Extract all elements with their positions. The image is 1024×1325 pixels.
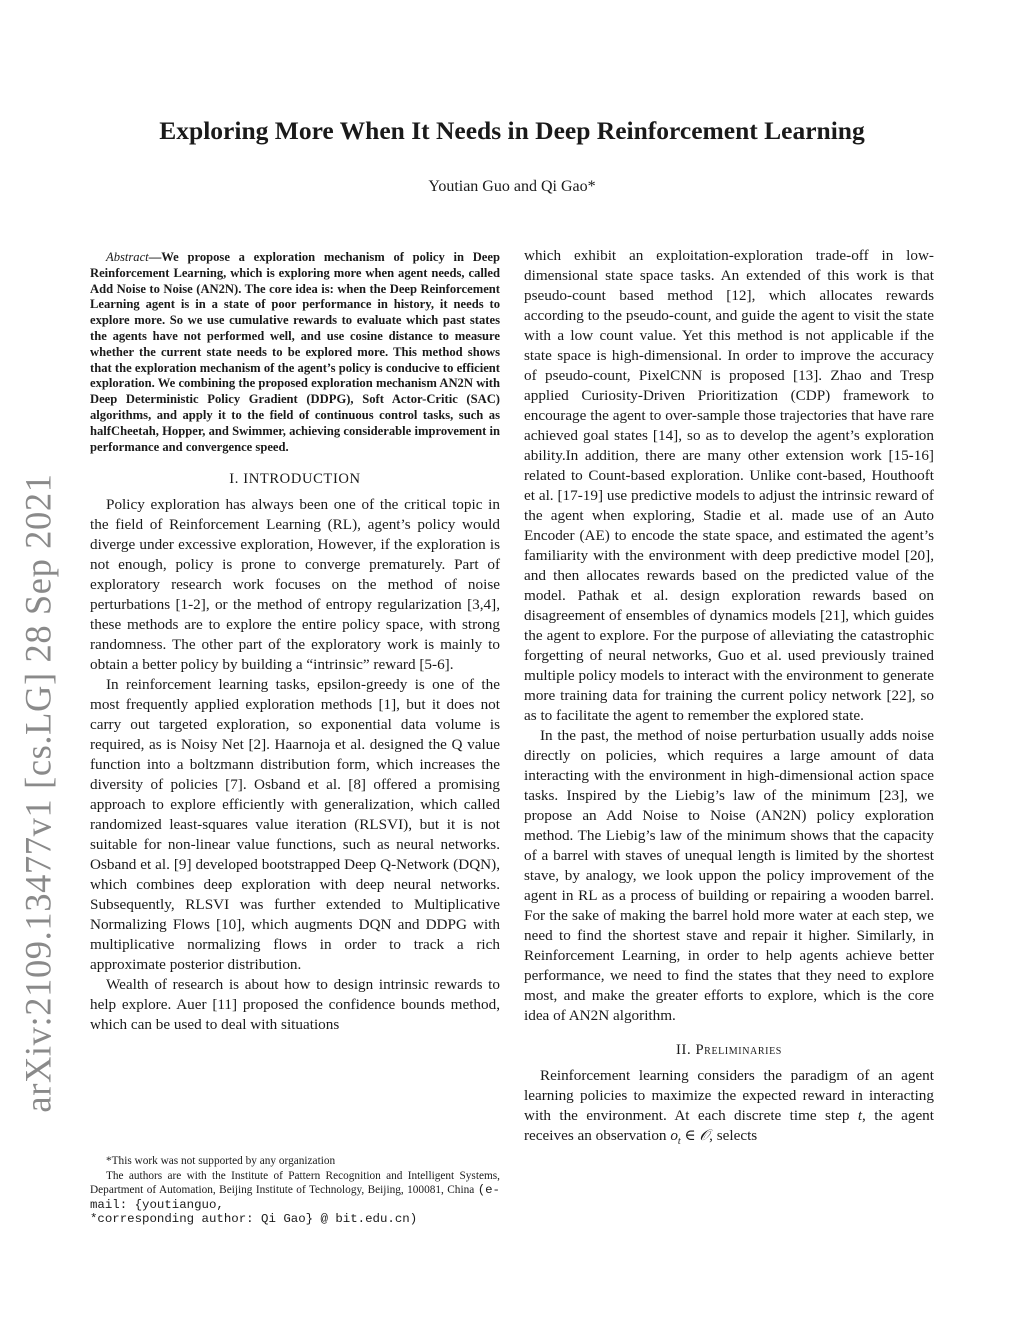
- section-number: II.: [676, 1042, 692, 1058]
- footnote-1: *This work was not supported by any organization: [106, 1155, 336, 1167]
- math-o-sub: t: [677, 1136, 681, 1148]
- paper-title: Exploring More When It Needs in Deep Reinforcement Learning: [159, 116, 865, 145]
- footnote-email-2: *corresponding author: Qi Gao} @ bit.edu.cn): [90, 1212, 418, 1227]
- math-t: t: [857, 1107, 863, 1124]
- section-heading-introduction: I. INTRODUCTION: [229, 471, 361, 488]
- math-o: o: [670, 1127, 678, 1144]
- right-column: [524, 246, 934, 1152]
- intro-paragraph-2: In reinforcement learning tasks, epsilon-greedy is one of the most frequently applied exploration methods [1], but it does not carry out targeted exploration, so exponential data volume is required, as is Noisy Net [2]. Haarnoja et al. designed the Q value function into a boltzmann distribution form, which increases the diversity of policies [7]. Osband et al. [8] offered a promising approach to explore efficiently with generalization, which called randomized least-squares value iteration (RLSVI), but it is not suitable for non-linear value functions, such as neural networks. Osband et al. [9] developed bootstrapped Deep Q-Network (DQN), which combines deep exploration with deep neural networks. Subsequently, RLSVI was further extended to Multiplicative Normalizing Flows [10], which augments DQN and DDPG with multiplicative normalizing flows in order to track a rich approximate posterior distribution.: [90, 676, 500, 974]
- intro-paragraph-4: which exhibit an exploitation-exploration trade-off in low-dimensional state space tasks. An extended of this work is that pseudo-count based method [12], which allocates rewards according to the pseudo-count, and guide the agent to visit the state with a low count value. Yet this method is not applicable if the state space is high-dimensional. In order to improve the accuracy of pseudo-count, PixelCNN is proposed [13]. Zhao and Tresp applied Curiosity-Driven Prioritization (CDP) framework to encourage the agent to over-sample those trajectories that have rare achieved goal states [14], so as to develop the agent’s exploration ability.In addition, there are many other extension work [15-16] related to Count-based exploration. Unlike cont-based, Houthooft et al. [17-19] use predictive models to adjust the intrinsic reward of the agent when exploring, Stadie et al. made use of an Auto Encoder (AE) to encode the state space, and estimated the agent’s familiarity with the environment with deep predictive model [20], and then allocates rewards based on the predicted value of the model. Pathak et al. design exploration rewards based on disagreement of ensembles of dynamics models [21], which guides the agent to explore. For the purpose of alleviating the catastrophic forgetting of neural networks, Guo et al. used previously trained multiple policy models to interact with the environment to generate more training data for training the current policy network [22], so as to facilitate the agent to remember the explored state.: [524, 247, 934, 724]
- intro-paragraph-3: Wealth of research is about how to design intrinsic rewards to help explore. Auer [11] proposed the confidence bounds method, which can be used to deal with situations: [90, 976, 500, 1034]
- left-column: [90, 250, 500, 1035]
- preliminaries-paragraph-1: [524, 1066, 934, 1152]
- footnote-email-1: (e-mail: {youtianguo,: [90, 1183, 500, 1212]
- footnote-2-text: The authors are with the Institute of Pattern Recognition and Intelligent Systems, Department of Automation, Beijing Institute of Technology, Beijing, 100081, China: [90, 1169, 500, 1197]
- abstract-label: Abstract: [106, 250, 149, 264]
- abstract: [90, 250, 500, 455]
- section-heading-preliminaries: [524, 1040, 934, 1060]
- prelim-text-c: , selects: [709, 1127, 758, 1144]
- abstract-dash: —: [148, 250, 162, 264]
- prelim-text-b: , the agent receives an observation: [524, 1107, 934, 1144]
- math-in: ∈: [680, 1127, 700, 1144]
- abstract-text: We propose a exploration mechanism of policy in Deep Reinforcement Learning, which is exploring more when agent needs, called Add Noise to Noise (AN2N). The core idea is: when the Deep Reinforcement Learning agent is in a state of poor performance in history, it needs to explore more. So we use cumulative rewards to evaluate which past states the agents have not performed well, and use cosine distance to measure whether the current state needs to be explored more. This method shows that the exploration mechanism of the agent’s policy is conducive to efficient exploration. We combining the proposed exploration mechanism AN2N with Deep Deterministic Policy Gradient (DDPG), Soft Actor-Critic (SAC) algorithms, and apply it to the field of continuous control tasks, such as halfCheetah, Hopper, and Swimmer, achieving considerable improvement in performance and convergence speed.: [90, 250, 500, 454]
- paper-authors: Youtian Guo and Qi Gao*: [428, 178, 596, 195]
- intro-paragraph-1: Policy exploration has always been one of the critical topic in the field of Reinforcement Learning (RL), agent’s policy would diverge under excessive exploration, However, if the exploration is not enough, policy is prone to converge prematurely. Part of exploratory research work focuses on the method of noise perturbations [1-2], or the method of entropy regularization [3,4], these methods are to explore the entire policy space, with strong randomness. The other part of the exploratory work is mainly to obtain a better policy by building a “intrinsic” reward [5-6].: [90, 496, 500, 674]
- intro-paragraph-5: In the past, the method of noise perturbation usually adds noise directly on policies, which requires a large amount of data interacting with the environment in high-dimensional action space tasks. Inspired by the Liebig’s law of the minimum [23], we propose an Add Noise to Noise (AN2N) policy exploration method. The Liebig’s law of the minimum shows that the capacity of a barrel with staves of unequal length is limited by the shortest stave, by analogy, we look uppon the policy improvement of the agent in RL as a process of building or repairing a wooden barrel. For the sake of making the barrel hold more water at each step, we need to find the shortest stave and repair it higher. Similarly, in Reinforcement Learning, in order to help agents achieve better performance, we need to find the states that they need to explore most, and make the greater efforts to explore, which is the core idea of AN2N algorithm.: [524, 727, 934, 1024]
- section-title: Preliminaries: [695, 1042, 782, 1058]
- prelim-text-a: Reinforcement learning considers the paradigm of an agent learning policies to maximize the expected reward in interacting with the environment. At each discrete time step: [524, 1067, 934, 1124]
- arxiv-stamp-text: arXiv:2109.13477v1 [cs.LG] 28 Sep 2021: [17, 473, 59, 1113]
- math-O: 𝒪: [699, 1127, 710, 1144]
- footnote-2: [90, 1169, 500, 1227]
- footnotes: [90, 1154, 500, 1227]
